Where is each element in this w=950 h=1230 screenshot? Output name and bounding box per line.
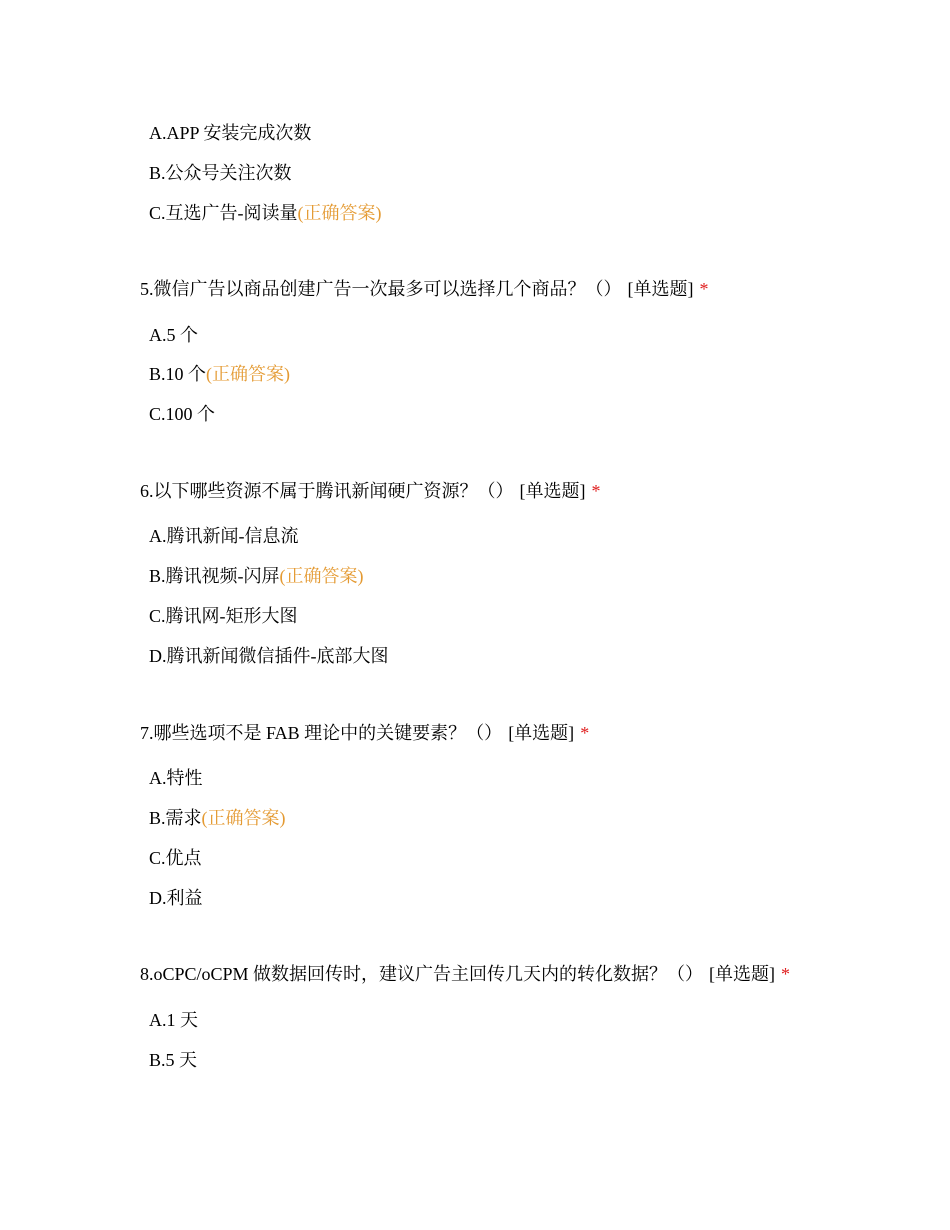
q7-question [140, 721, 589, 745]
q5-option-c [149, 402, 215, 426]
q6-required-star: * [591, 481, 601, 501]
q5-option-a [149, 323, 198, 347]
q8-question-type: [单选题] [709, 964, 776, 984]
q4-correct-answer-tag: (正确答案) [297, 203, 382, 223]
q7-required-star: * [580, 723, 590, 743]
q7-question-type: [单选题] [508, 723, 575, 743]
q6-option-b-text: B.腾讯视频-闪屏 [149, 566, 280, 586]
q8-option-b-text: B.5 天 [149, 1050, 198, 1070]
q6-question-type: [单选题] [519, 481, 586, 501]
q4-option-c [149, 201, 382, 225]
q5-question [140, 277, 709, 301]
q4-option-c-text: C.互选广告-阅读量 [149, 203, 298, 223]
q6-option-c [149, 604, 298, 628]
q8-question [140, 962, 790, 986]
q7-option-c-text: C.优点 [149, 848, 202, 868]
q7-option-d-text: D.利益 [149, 888, 203, 908]
q7-option-d [149, 886, 203, 910]
q4-option-b [149, 161, 292, 185]
q7-correct-answer-tag: (正确答案) [201, 808, 286, 828]
q4-option-a-text: A.APP 安装完成次数 [149, 123, 312, 143]
q5-option-c-text: C.100 个 [149, 404, 216, 424]
q7-option-b [149, 806, 286, 830]
q8-required-star: * [781, 964, 791, 984]
q7-question-text: 7.哪些选项不是 FAB 理论中的关键要素？（） [140, 723, 503, 743]
q6-correct-answer-tag: (正确答案) [279, 566, 364, 586]
q6-option-d-text: D.腾讯新闻微信插件-底部大图 [149, 646, 389, 666]
q6-question-text: 6.以下哪些资源不属于腾讯新闻硬广资源？（） [140, 481, 514, 501]
q7-option-a-text: A.特性 [149, 768, 203, 788]
q7-option-c [149, 846, 202, 870]
q5-option-b [149, 362, 290, 386]
q5-required-star: * [699, 279, 709, 299]
q6-option-a [149, 524, 299, 548]
q4-option-a [149, 121, 311, 145]
q6-question [140, 479, 601, 503]
q6-option-b [149, 564, 364, 588]
q6-option-a-text: A.腾讯新闻-信息流 [149, 526, 299, 546]
q5-option-a-text: A.5 个 [149, 325, 198, 345]
q8-question-text: 8.oCPC/oCPM 做数据回传时，建议广告主回传几天内的转化数据？（） [140, 964, 704, 984]
q7-option-a [149, 766, 203, 790]
q8-option-a-text: A.1 天 [149, 1010, 198, 1030]
q5-question-type: [单选题] [627, 279, 694, 299]
q8-option-b [149, 1048, 197, 1072]
q6-option-c-text: C.腾讯网-矩形大图 [149, 606, 298, 626]
q5-option-b-text: B.10 个 [149, 364, 207, 384]
q5-correct-answer-tag: (正确答案) [206, 364, 291, 384]
q5-question-text: 5.微信广告以商品创建广告一次最多可以选择几个商品？（） [140, 279, 622, 299]
q6-option-d [149, 644, 389, 668]
q8-option-a [149, 1008, 198, 1032]
q4-option-b-text: B.公众号关注次数 [149, 163, 292, 183]
q7-option-b-text: B.需求 [149, 808, 202, 828]
